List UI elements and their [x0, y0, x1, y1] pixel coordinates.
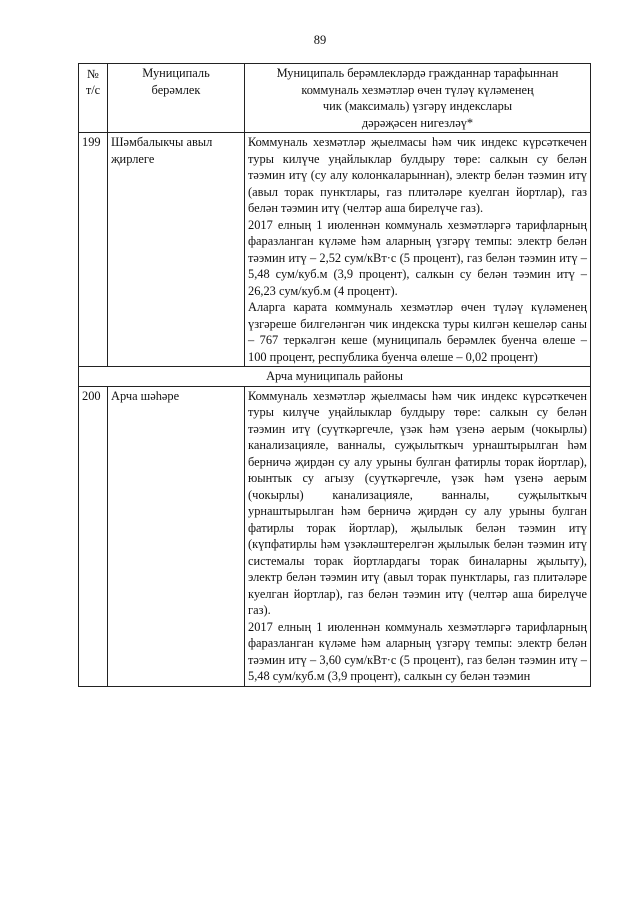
header-municipality [108, 64, 245, 133]
header-municipality-line1: Муниципаль [142, 66, 210, 80]
table-row [79, 133, 591, 367]
header-justification [245, 64, 591, 133]
row-justification [245, 386, 591, 686]
row-paragraph: Коммуналь хезмәтләр җыелмасы һәм чик индекс күрсәткечен туры килүче уңайлыклар булдыру төре: салкын су белән тәэмин итү (суүткәргечле, үзәк һәм үзенә аерым (чокырлы) канализацияле, ванналы, суҗылыткыч урнаштырылган һәм берничә җирдән су алу урыны булган фатирлы торак йортлар), юынтык су агызу (суүткәргечле, үзәк һәм үзенә аерым (чокырлы) канализацияле, ванналы, суҗылыткыч урнаштырылган һәм берничә җирдән су алу урыны булган фатирлы торак йортлар), җылылык белән тәэмин итү (күпфатирлы һәм үзәкләштерелгән җылылык белән тәэмин итү системалы торак йортлардагы торак биналарны җылыту), электр белән тәэмин итү (авыл торак пунктлары, газ плитәләре куелган йортлар), газ белән тәэмин итү (челтәр аша бирелүче газ). [248, 388, 587, 617]
header-justification-line1: Муниципаль берәмлекләрдә гражданнар тарафыннан [276, 66, 559, 80]
header-municipality-line2: берәмлек [151, 82, 201, 97]
header-number [79, 64, 108, 133]
page-number: 89 [313, 33, 327, 47]
section-row [79, 367, 591, 387]
row-number: 199 [79, 133, 108, 367]
row-justification [245, 133, 591, 367]
row-municipality: Шәмбалыкчы авыл җирлеге [108, 133, 245, 367]
header-number-line2: т/с [85, 83, 101, 97]
row-municipality: Арча шәһәре [108, 386, 245, 686]
row-paragraph: 2017 елның 1 июленнән коммуналь хезмәтләргә тарифларның фаразланган күләме һәм аларның үзгәрү темпы: электр белән тәэмин итү – 2,52 сум/кВт·с (5 процент), газ белән тәэмин итү – 5,48 сум/куб.м (3,9 процент), салкын су белән тәэмин итү – 26,23 сум/куб.м (4 процент). [248, 217, 587, 298]
header-justification-line4: дәрәҗәсен нигезләү* [361, 115, 474, 130]
row-number: 200 [79, 386, 108, 686]
row-paragraph: Коммуналь хезмәтләр җыелмасы һәм чик индекс күрсәткечен туры килүче уңайлыклар булдыру төре: салкын су белән тәэмин итү (су алу колонкаларыннан), электр белән тәэмин итү (авыл торак пунктлары, газ плитәләре куелган йортлар), газ белән тәэмин итү (челтәр аша бирелүче газ). [248, 135, 587, 215]
header-justification-line2: коммуналь хезмәтләр өчен түләү күләменең [301, 82, 534, 97]
header-number-line1: № [87, 67, 99, 81]
header-justification-line3: чик (максималь) үзгәрү индекслары [322, 99, 513, 113]
table-header-row [79, 64, 591, 133]
section-title: Арча муниципаль районы [79, 367, 591, 387]
row-paragraph: Аларга карата коммуналь хезмәтләр өчен түләү күләменең үзгәреше билгеләнгән чик индекска туры килгән кешеләр саны – 767 теркәлгән кеше (муниципаль берәмлек буенча өлеше – 100 процент, республика буенча өлеше – 0,02 процент) [248, 300, 587, 364]
row-paragraph: 2017 елның 1 июленнән коммуналь хезмәтләргә тарифларның фаразланган күләме һәм аларның үзгәрү темпы: электр белән тәэмин итү – 3,60 сум/кВт·с (5 процент), газ белән тәэмин итү – 5,48 сум/куб.м (3,9 процент), салкын су белән тәэмин [248, 619, 587, 683]
indices-table [78, 63, 591, 687]
table-row [79, 386, 591, 686]
